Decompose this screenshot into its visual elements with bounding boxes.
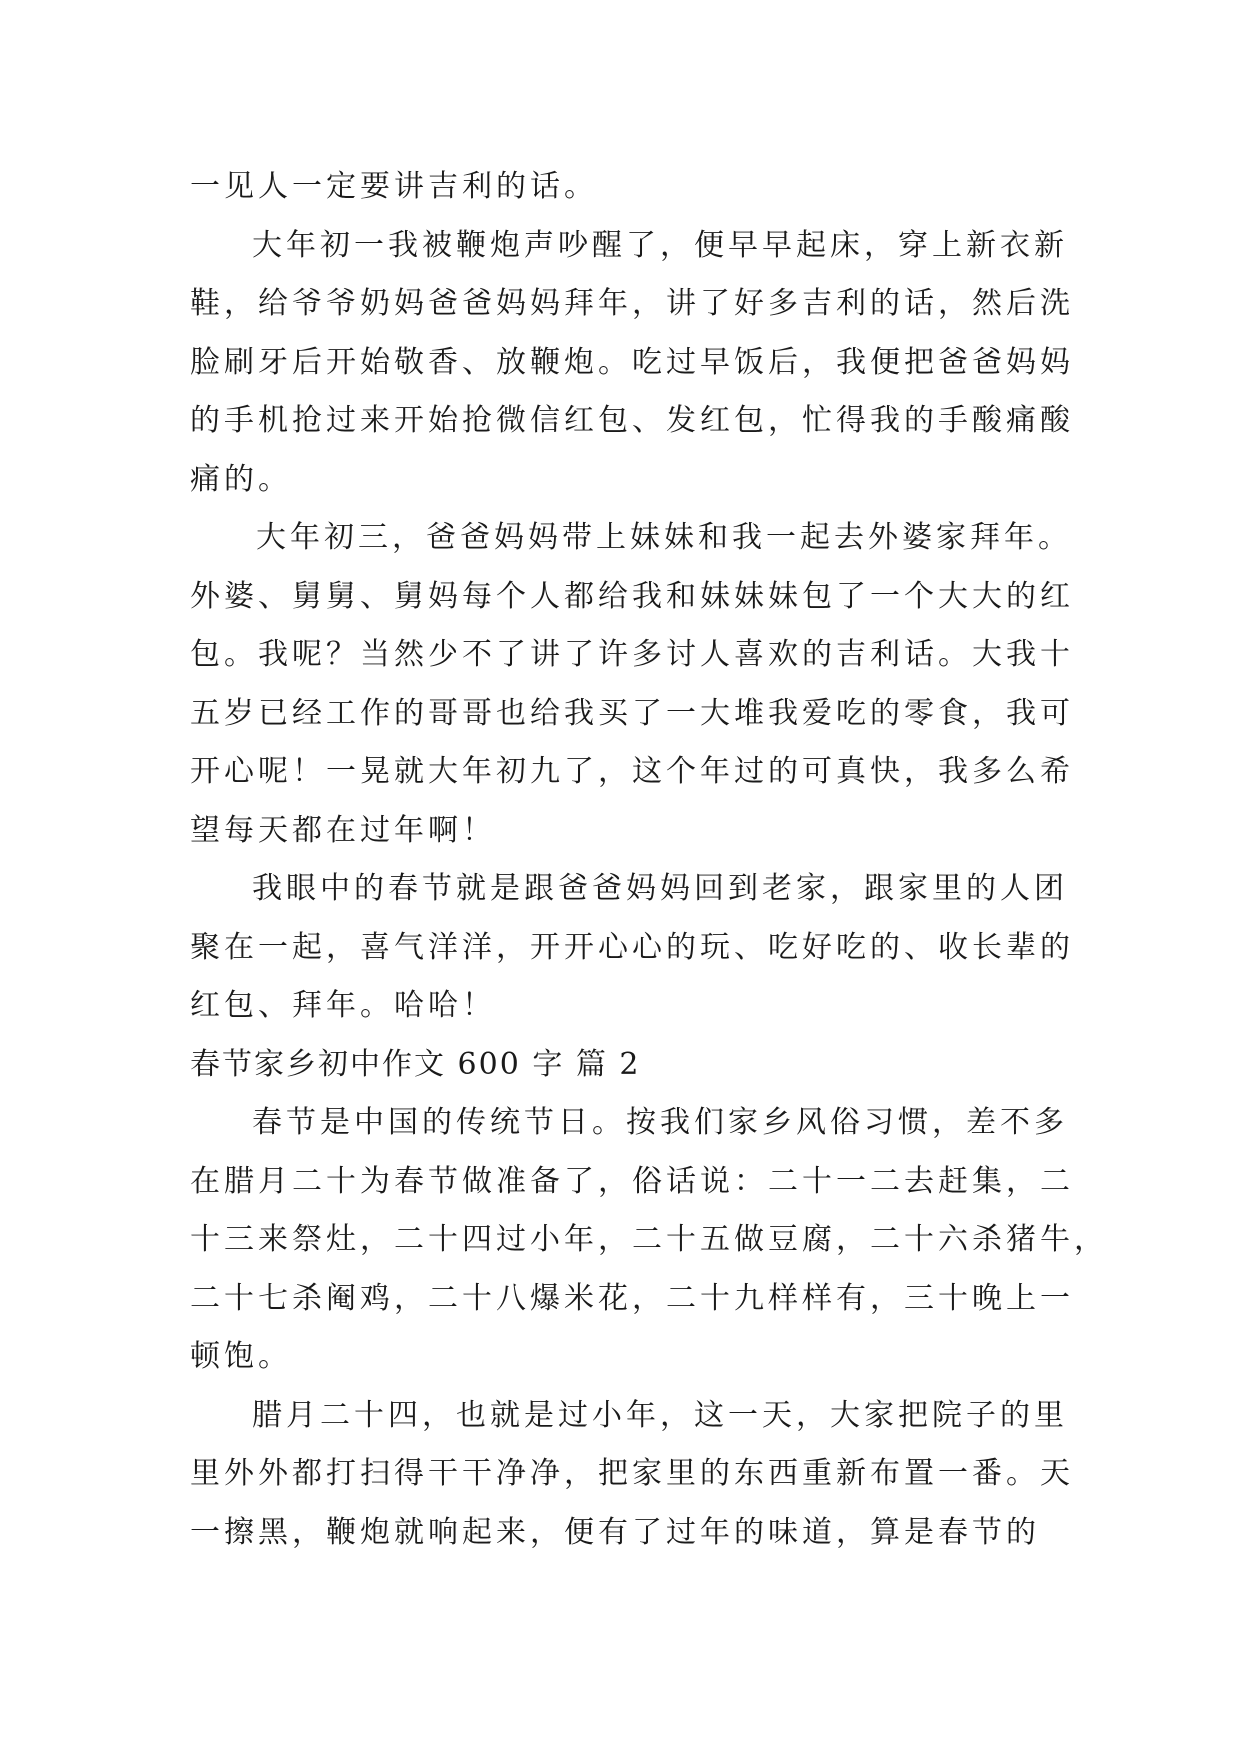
- paragraph-start-line: 大年初一我被鞭炮声吵醒了，便早早起床，穿上新衣新: [252, 227, 1068, 263]
- text-line: 望每天都在过年啊！: [190, 812, 496, 848]
- text-line: 顿饱。: [190, 1339, 292, 1374]
- document-body: [190, 158, 1108, 1562]
- text-line: 开心呢！一晃就大年初九了，这个年过的可真快，我多么希: [190, 754, 1074, 789]
- text-line: 的手机抢过来开始抢微信红包、发红包，忙得我的手酸痛酸: [190, 403, 1074, 438]
- text-line: 里外外都打扫得干干净净，把家里的东西重新布置一番。天: [190, 1456, 1074, 1491]
- text-line: 十三来祭灶，二十四过小年，二十五做豆腐，二十六杀猪牛，: [190, 1222, 1108, 1257]
- text-line: 一见人一定要讲吉利的话。: [190, 169, 598, 204]
- paragraph-start-line: 春节是中国的传统节日。按我们家乡风俗习惯，差不多: [252, 1105, 1068, 1140]
- text-line: 脸刷牙后开始敬香、放鞭炮。吃过早饭后，我便把爸爸妈妈: [190, 344, 1074, 380]
- text-line: 鞋，给爷爷奶妈爸爸妈妈拜年，讲了好多吉利的话，然后洗: [190, 286, 1074, 321]
- section-heading: 春节家乡初中作文 600 字 篇 2: [190, 1046, 641, 1082]
- text-line: 聚在一起，喜气洋洋，开开心心的玩、吃好吃的、收长辈的: [190, 929, 1074, 965]
- paragraph-start-line: 腊月二十四，也就是过小年，这一天，大家把院子的里: [252, 1397, 1068, 1433]
- text-line: 红包、拜年。哈哈！: [190, 988, 496, 1023]
- text-line: 在腊月二十为春节做准备了，俗话说：二十一二去赶集，二: [190, 1163, 1074, 1199]
- paragraph-start-line: 大年初三，爸爸妈妈带上妹妹和我一起去外婆家拜年。: [256, 520, 1072, 555]
- text-line: 外婆、舅舅、舅妈每个人都给我和妹妹妹包了一个大大的红: [190, 578, 1074, 614]
- text-line: 一擦黑，鞭炮就响起来，便有了过年的味道，算是春节的: [190, 1514, 1040, 1550]
- text-line: 痛的。: [190, 461, 292, 497]
- text-line: 二十七杀阉鸡，二十八爆米花，二十九样样有，三十晚上一: [190, 1280, 1074, 1316]
- text-line: 包。我呢？当然少不了讲了许多讨人喜欢的吉利话。大我十: [190, 637, 1074, 672]
- text-line: 五岁已经工作的哥哥也给我买了一大堆我爱吃的零食，我可: [190, 695, 1074, 731]
- paragraph-start-line: 我眼中的春节就是跟爸爸妈妈回到老家，跟家里的人团: [252, 871, 1068, 906]
